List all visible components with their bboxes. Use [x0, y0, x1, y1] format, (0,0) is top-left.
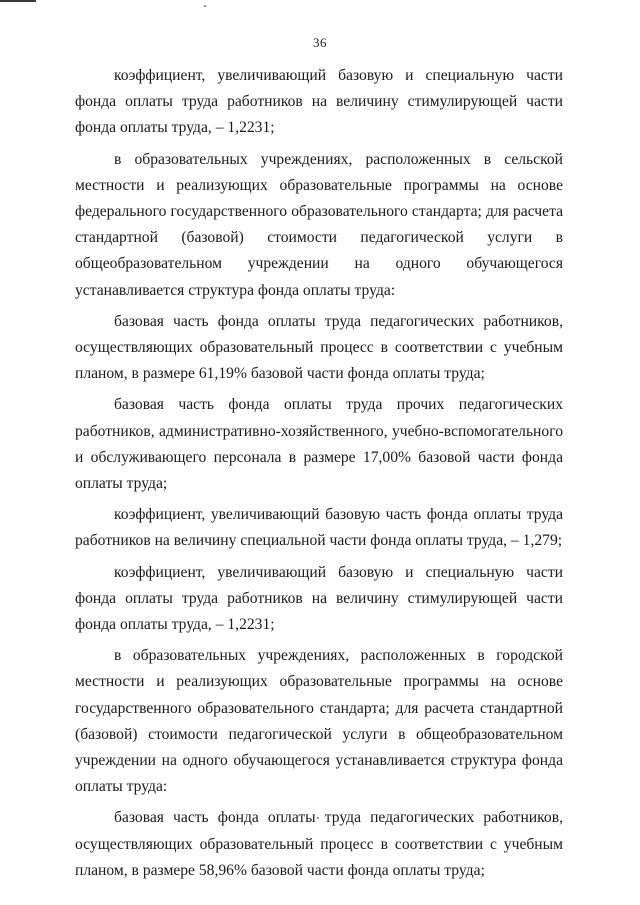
paragraph: базовая часть фонда оплаты труда педагогических работников, осуществляющих образовательный процесс в соответствии с учебным планом, в размере 58,96% базовой части фонда оплаты труда;	[75, 809, 563, 879]
paragraph: коэффициент, увеличивающий базовую часть фонда оплаты труда работников на величину специальной части фонда оплаты труда, – 1,279;	[75, 506, 563, 550]
paragraph: коэффициент, увеличивающий базовую и специальную части фонда оплаты труда работников на величину стимулирующей части фонда оплаты труда, – 1,2231;	[75, 67, 563, 137]
scan-speck	[204, 5, 206, 7]
paragraph: в образовательных учреждениях, расположенных в сельской местности и реализующих образовательные программы на основе федерального государственного образовательного стандарта; для расчета стандартной (базовой) стоимости педагогической услуги в общеобразовательном учреждении на одного обучающегося устанавливается структура фонда оплаты труда:	[75, 150, 563, 299]
paragraph: базовая часть фонда оплаты труда педагогических работников, осуществляющих образовательный процесс в соответствии с учебным планом, в размере 61,19% базовой части фонда оплаты труда;	[75, 312, 563, 383]
paragraph: базовая часть фонда оплаты труда прочих педагогических работников, административно-хозяйственного, учебно-вспомогательного и обслуживающего персонала в размере 17,00% базовой части фонда оплаты труда;	[75, 396, 563, 493]
page-number: 36	[313, 35, 327, 50]
scan-edge-mark	[0, 0, 36, 2]
paragraph: в образовательных учреждениях, расположенных в городской местности и реализующих образовательные программы на основе государственного образовательного стандарта; для расчета стандартной (базовой) стоимости педагогической услуги в общеобразовательном учреждении на одного обучающегося устанавливается структура фонда оплаты труда:	[75, 647, 563, 796]
paragraph: коэффициент, увеличивающий базовую и специальную части фонда оплаты труда работников на величину стимулирующей части фонда оплаты труда, – 1,2231;	[75, 563, 563, 634]
document-body	[75, 63, 563, 889]
